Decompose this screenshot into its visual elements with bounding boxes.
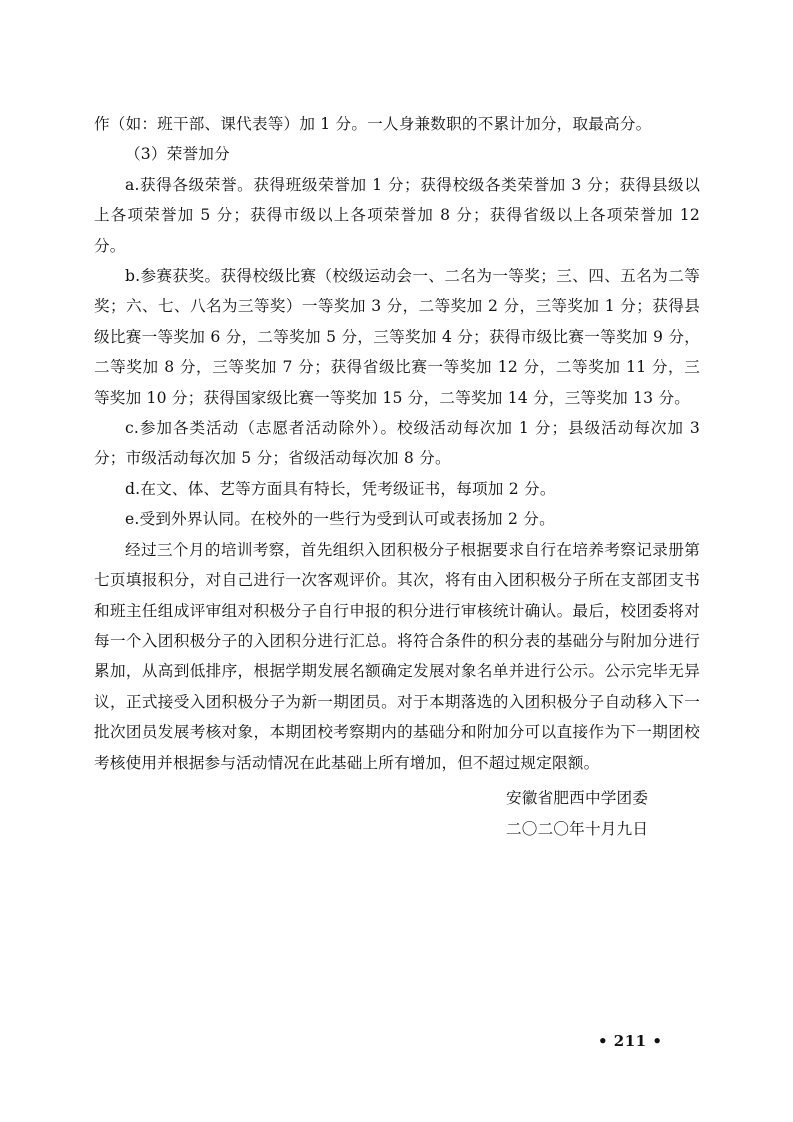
body-text [94, 109, 700, 778]
paragraph: a.获得各级荣誉。获得班级荣誉加 1 分；获得校级各类荣誉加 3 分；获得县级以上各项荣誉加 5 分；获得市级以上各项荣誉加 8 分；获得省级以上各项荣誉加 12 分。 [94, 175, 700, 255]
paragraph: 作（如：班干部、课代表等）加 1 分。一人身兼数职的不累计加分，取最高分。 [94, 115, 652, 133]
signature-organization: 安徽省肥西中学团委 [506, 789, 649, 807]
section-heading: （3）荣誉加分 [125, 145, 230, 164]
paragraph: 经过三个月的培训考察，首先组织入团积极分子根据要求自行在培养考察记录册第七页填报积分，对自己进行一次客观评价。其次，将有由入团积极分子所在支部团支书和班主任组成评审组对积极分子自行申报的积分进行审核统计确认。最后，校团委将对每一个入团积极分子的入团积分进行汇总。将符合条件的积分表的基础分与附加分进行累加，从高到低排序，根据学期发展名额确定发展对象名单并进行公示。公示完毕无异议，正式接受入团积极分子为新一期团员。对于本期落选的入团积极分子自动移入下一批次团员发展考核对象，本期团校考察期内的基础分和附加分可以直接作为下一期团校考核使用并根据参与活动情况在此基础上所有增加，但不超过规定限额。 [94, 540, 700, 772]
signature-block [506, 783, 648, 844]
paragraph: b.参赛获奖。获得校级比赛（校级运动会一、二名为一等奖；三、四、五名为二等奖；六、七、八名为三等奖）一等奖加 3 分，二等奖加 2 分，三等奖加 1 分；获得县级比赛一等奖加 6 分，二等奖加 5 分，三等奖加 4 分；获得市级比赛一等奖加 9 分，二等奖加 8 分，三等奖加 7 分；获得省级比赛一等奖加 12 分，二等奖加 11 分，三等奖加 10 分；获得国家级比赛一等奖加 15 分，二等奖加 14 分，三等奖加 13 分。 [94, 267, 700, 407]
page-number: • 211 • [598, 1032, 663, 1050]
paragraph: c.参加各类活动（志愿者活动除外）。校级活动每次加 1 分；县级活动每次加 3 分；市级活动每次加 5 分；省级活动每次加 8 分。 [94, 419, 700, 468]
paragraph: e.受到外界认同。在校外的一些行为受到认可或表扬加 2 分。 [125, 510, 555, 529]
paragraph: d.在文、体、艺等方面具有特长，凭考级证书，每项加 2 分。 [125, 479, 556, 498]
signature-date: 二〇二〇年十月九日 [506, 819, 649, 838]
